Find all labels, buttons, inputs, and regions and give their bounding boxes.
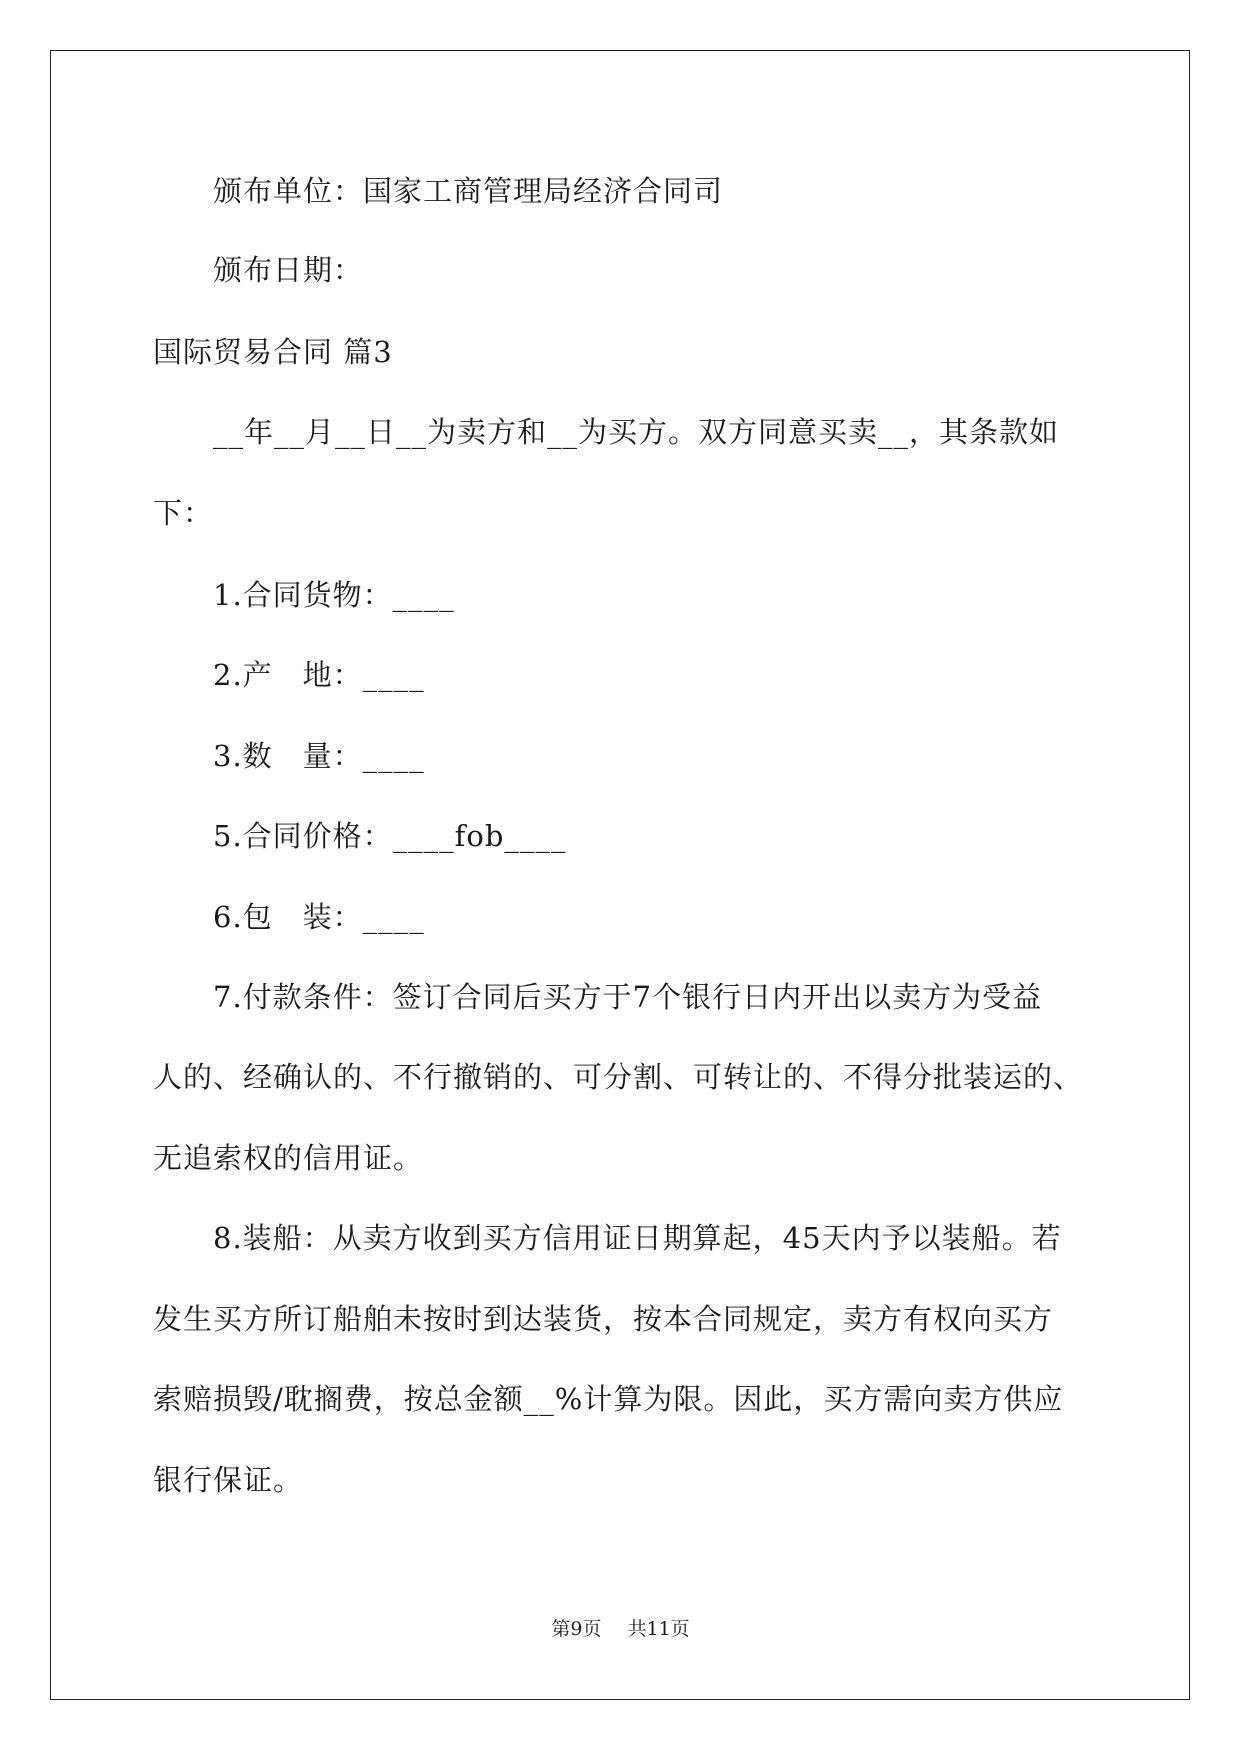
clause-quantity: 3.数 量：____	[213, 739, 425, 773]
clause-packing: 6.包 装：____	[213, 900, 425, 934]
clause-price: 5.合同价格：____fob____	[213, 819, 567, 853]
clause-payment-line-3: 无追索权的信用证。	[153, 1141, 424, 1175]
page-total: 共11页	[627, 1618, 690, 1640]
clause-shipment-line-4: 银行保证。	[153, 1463, 304, 1497]
issuer-line: 颁布单位：国家工商管理局经济合同司	[213, 174, 724, 208]
page-number: 第9页	[551, 1618, 602, 1640]
clause-origin: 2.产 地：____	[213, 658, 425, 692]
page-footer	[0, 1617, 1241, 1641]
section-heading: 国际贸易合同 篇3	[153, 335, 393, 369]
issue-date-line: 颁布日期：	[213, 253, 364, 287]
clause-shipment-line-1: 8.装船：从卖方收到买方信用证日期算起，45天内予以装船。若	[213, 1221, 1062, 1255]
clause-shipment-line-2: 发生买方所订船舶未按时到达装货，按本合同规定，卖方有权向买方	[153, 1302, 1054, 1336]
clause-goods: 1.合同货物：____	[213, 578, 455, 612]
page-border	[50, 50, 1190, 1700]
intro-paragraph-line-1: __年__月__日__为卖方和__为买方。双方同意买卖__，其条款如	[213, 415, 1060, 449]
clause-payment-line-1: 7.付款条件：签订合同后买方于7个银行日内开出以卖方为受益	[213, 980, 1043, 1014]
clause-shipment-line-3: 索赔损毁/耽搁费，按总金额__%计算为限。因此，买方需向卖方供应	[153, 1382, 1064, 1416]
clause-payment-line-2: 人的、经确认的、不行撤销的、可分割、可转让的、不得分批装运的、	[153, 1060, 1084, 1094]
intro-paragraph-line-2: 下：	[153, 496, 214, 530]
